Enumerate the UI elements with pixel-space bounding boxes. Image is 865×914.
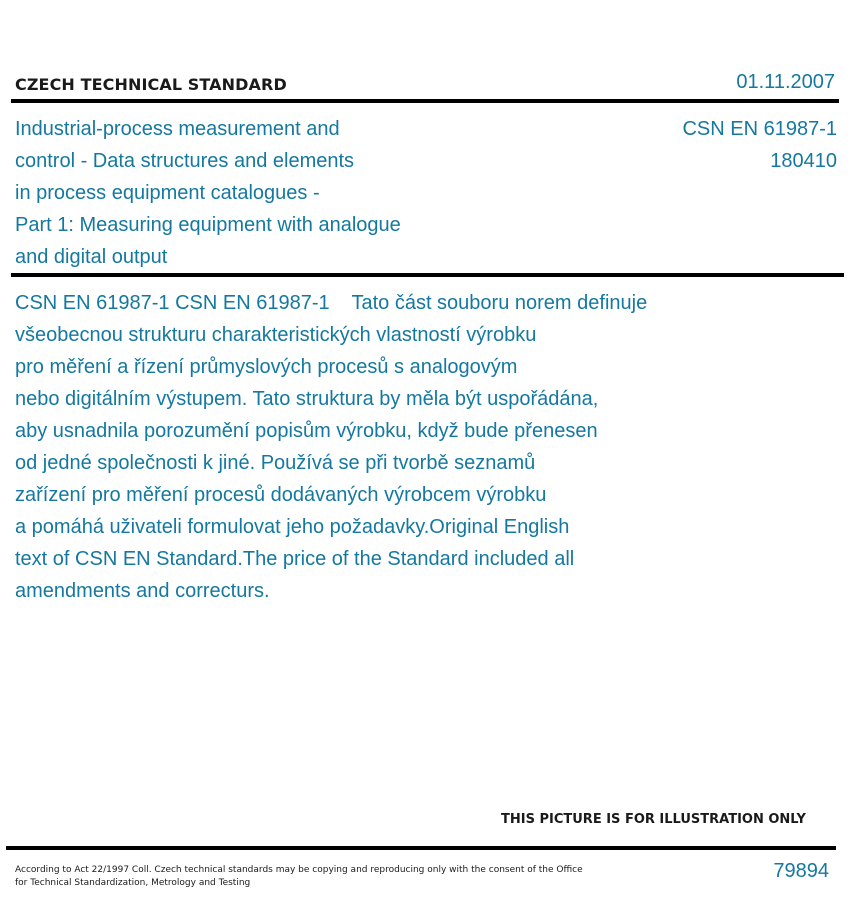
standard-title: [15, 113, 455, 273]
publication-date: 01.11.2007: [736, 71, 835, 93]
legal-line: for Technical Standardization, Metrology and Testing: [15, 878, 251, 888]
description-line: všeobecnou strukturu charakteristických vlastností výrobku: [15, 324, 537, 346]
description-line: od jedné společnosti k jiné. Používá se při tvorbě seznamů: [15, 452, 536, 474]
footer-divider: [6, 846, 836, 850]
header-divider: [11, 99, 839, 103]
title-line: in process equipment catalogues -: [15, 182, 320, 204]
standard-identifiers: [682, 113, 837, 177]
legal-line: According to Act 22/1997 Coll. Czech technical standards may be copying and reproducing only with the consent of the Office: [15, 865, 583, 875]
description-line: a pomáhá uživateli formulovat jeho požadavky.Original English: [15, 516, 570, 538]
illustration-disclaimer: THIS PICTURE IS FOR ILLUSTRATION ONLY: [501, 812, 806, 827]
description-line: nebo digitálním výstupem. Tato struktura by měla být uspořádána,: [15, 388, 599, 410]
standard-type-label: CZECH TECHNICAL STANDARD: [15, 75, 287, 94]
description-line: CSN EN 61987-1 CSN EN 61987-1 Tato část souboru norem definuje: [15, 292, 648, 314]
title-line: control - Data structures and elements: [15, 150, 355, 172]
title-line: Part 1: Measuring equipment with analogue: [15, 214, 401, 236]
title-divider: [11, 273, 844, 277]
description-line: amendments and correcturs.: [15, 580, 270, 602]
legal-notice: [15, 864, 635, 890]
classification-number: 180410: [770, 150, 837, 172]
standard-code: CSN EN 61987-1: [682, 118, 837, 140]
description-line: pro měření a řízení průmyslových procesů s analogovým: [15, 356, 518, 378]
title-line: Industrial-process measurement and: [15, 118, 340, 140]
description-line: text of CSN EN Standard.The price of the Standard included all: [15, 548, 575, 570]
standard-description: [15, 287, 735, 607]
document-number: 79894: [773, 860, 829, 882]
description-line: zařízení pro měření procesů dodávaných výrobcem výrobku: [15, 484, 547, 506]
title-line: and digital output: [15, 246, 168, 268]
description-line: aby usnadnila porozumění popisům výrobku, když bude přenesen: [15, 420, 598, 442]
